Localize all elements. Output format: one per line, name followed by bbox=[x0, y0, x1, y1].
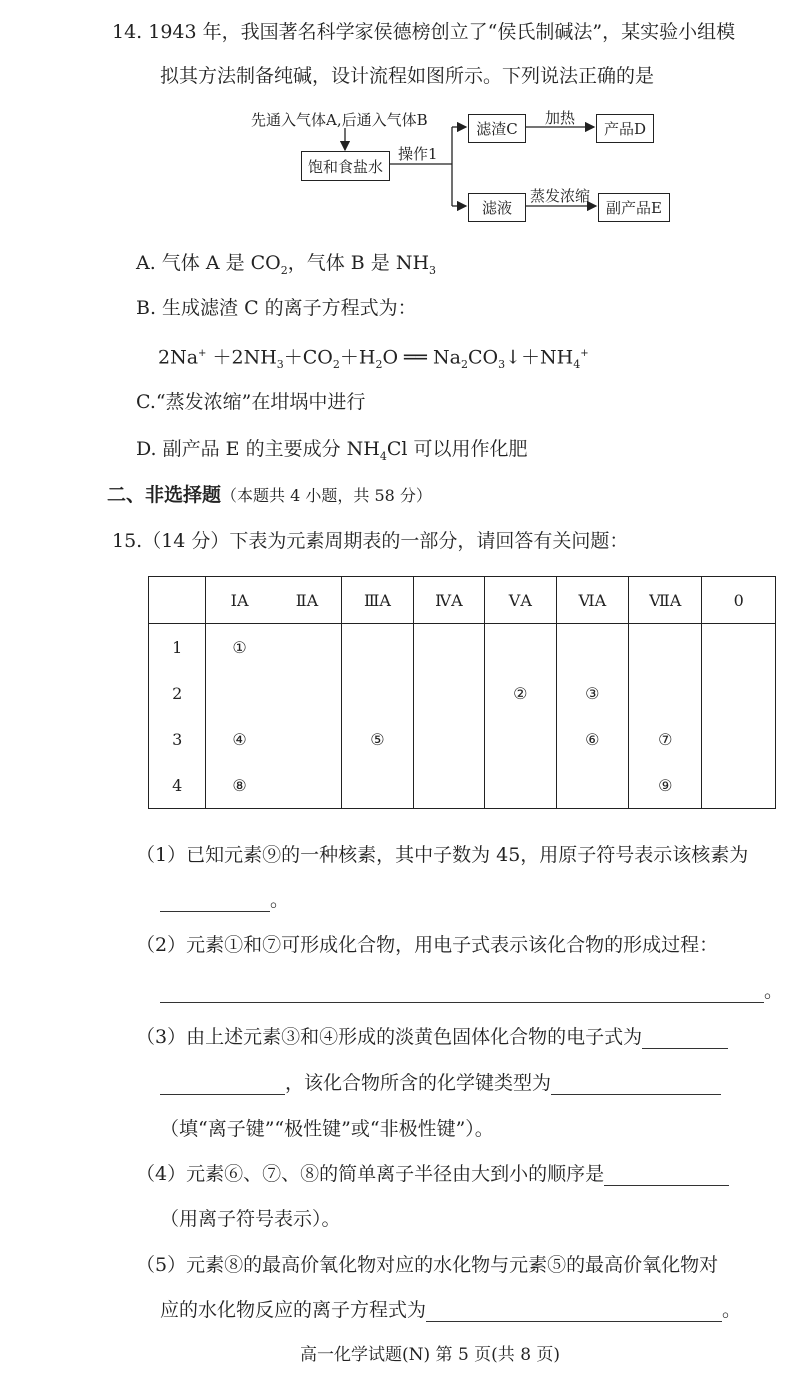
option-b: B. 生成滤渣 C 的离子方程式为： bbox=[136, 297, 417, 319]
q15-sub4-line1: （4）元素⑥、⑦、⑧的简单离子半径由大到小的顺序是 bbox=[136, 1162, 729, 1186]
box-saturated-brine: 饱和食盐水 bbox=[301, 151, 390, 181]
table-cell bbox=[556, 624, 628, 671]
q15-sub2-line1: （2）元素①和⑦可形成化合物，用电子式表示该化合物的形成过程： bbox=[136, 934, 719, 956]
q15-sub2-line2: 。 bbox=[160, 979, 783, 1003]
table-cell: ⑤ bbox=[342, 716, 413, 762]
table-cell bbox=[702, 716, 776, 762]
table-cell bbox=[413, 624, 484, 671]
table-cell: 1 bbox=[149, 624, 206, 671]
option-a: A. 气体 A 是 $CO_2$，气体 B 是 $NH_3$ bbox=[136, 252, 437, 277]
box-filtrate: 滤液 bbox=[468, 193, 526, 222]
table-cell bbox=[342, 624, 413, 671]
table-cell bbox=[629, 670, 702, 716]
q15-intro: 15.（14 分）下表为元素周期表的一部分，请回答有关问题： bbox=[112, 530, 629, 552]
table-cell bbox=[273, 716, 342, 762]
table-cell bbox=[413, 670, 484, 716]
table-cell bbox=[413, 716, 484, 762]
table-cell bbox=[556, 762, 628, 809]
table-header: ⅦA bbox=[629, 577, 702, 624]
option-c: C.“蒸发浓缩”在坩埚中进行 bbox=[136, 391, 366, 413]
table-cell bbox=[273, 762, 342, 809]
table-header: ⅢA bbox=[342, 577, 413, 624]
answer-blank-3c[interactable] bbox=[551, 1076, 721, 1095]
table-cell: ⑦ bbox=[629, 716, 702, 762]
table-cell bbox=[702, 762, 776, 809]
table-cell: ⑧ bbox=[206, 762, 273, 809]
table-cell bbox=[485, 624, 556, 671]
q15-sub3-line3: （填“离子键”“极性键”或“非极性键”）。 bbox=[160, 1118, 494, 1140]
box-residue-c: 滤渣C bbox=[468, 114, 526, 143]
label-heat: 加热 bbox=[545, 109, 576, 127]
label-evaporate: 蒸发浓缩 bbox=[530, 187, 591, 205]
table-header: ⅣA bbox=[413, 577, 484, 624]
table-cell bbox=[342, 762, 413, 809]
table-cell bbox=[702, 624, 776, 671]
table-cell bbox=[629, 624, 702, 671]
table-cell bbox=[273, 624, 342, 671]
q15-sub1-line2: 。 bbox=[160, 888, 289, 912]
table-cell: ③ bbox=[556, 670, 628, 716]
periodic-table bbox=[148, 576, 776, 809]
table-cell bbox=[413, 762, 484, 809]
answer-blank-4[interactable] bbox=[604, 1167, 729, 1186]
q14-line1: 14. 1943 年，我国著名科学家侯德榜创立了“侯氏制碱法”，某实验小组模 bbox=[112, 21, 736, 43]
table-header: ⅥA bbox=[556, 577, 628, 624]
table-header bbox=[149, 577, 206, 624]
table-header: ⅤA bbox=[485, 577, 556, 624]
section-2-heading: 二、非选择题（本题共 4 小题，共 58 分） bbox=[107, 484, 432, 506]
table-cell bbox=[702, 670, 776, 716]
answer-blank-1[interactable] bbox=[160, 893, 270, 912]
q15-sub3-line2: ，该化合物所含的化学键类型为 bbox=[160, 1071, 721, 1095]
table-cell bbox=[342, 670, 413, 716]
box-product-d: 产品D bbox=[596, 114, 654, 143]
table-cell: ⑥ bbox=[556, 716, 628, 762]
box-byproduct-e: 副产品E bbox=[598, 193, 670, 222]
answer-blank-3a[interactable] bbox=[642, 1030, 728, 1049]
q15-sub4-line2: （用离子符号表示）。 bbox=[160, 1208, 341, 1230]
table-cell bbox=[206, 670, 273, 716]
diagram-arrows bbox=[0, 0, 800, 240]
table-cell: ⑨ bbox=[629, 762, 702, 809]
answer-blank-3b[interactable] bbox=[160, 1076, 285, 1095]
page-footer: 高一化学试题(N) 第 5 页(共 8 页) bbox=[300, 1345, 561, 1365]
table-header-row bbox=[149, 577, 776, 624]
table-cell: 2 bbox=[149, 670, 206, 716]
q15-sub5-line2: 应的水化物反应的离子方程式为 。 bbox=[160, 1299, 742, 1321]
table-cell bbox=[485, 716, 556, 762]
table-cell: ② bbox=[485, 670, 556, 716]
table-cell: ④ bbox=[206, 716, 273, 762]
option-d: D. 副产品 E 的主要成分 $NH_4Cl$ 可以用作化肥 bbox=[136, 438, 528, 463]
q15-sub1-line1: （1）已知元素⑨的一种核素，其中子数为 45，用原子符号表示该核素为 bbox=[136, 844, 749, 866]
q14-line2: 拟其方法制备纯碱，设计流程如图所示。下列说法正确的是 bbox=[160, 65, 655, 87]
ionic-equation: $2Na^+ +2NH_3+CO_2+H_2O$ ══ $Na_2CO_3↓+NH_4^+$ bbox=[158, 346, 589, 372]
diagram-top-note: 先通入气体A,后通入气体B bbox=[251, 111, 428, 129]
q15-sub3-line1: （3）由上述元素③和④形成的淡黄色固体化合物的电子式为 bbox=[136, 1025, 728, 1049]
table-cell bbox=[273, 670, 342, 716]
table-header: ⅡA bbox=[273, 577, 342, 624]
table-cell: ① bbox=[206, 624, 273, 671]
table-header: 0 bbox=[702, 577, 776, 624]
table-cell: 3 bbox=[149, 716, 206, 762]
table-header: ⅠA bbox=[206, 577, 273, 624]
table-cell bbox=[485, 762, 556, 809]
answer-blank-5[interactable] bbox=[426, 1303, 722, 1322]
q15-sub5-line1: （5）元素⑧的最高价氧化物对应的水化物与元素⑤的最高价氧化物对 bbox=[136, 1254, 719, 1276]
table-cell: 4 bbox=[149, 762, 206, 809]
label-operation-1: 操作1 bbox=[398, 145, 438, 163]
answer-blank-2[interactable] bbox=[160, 984, 764, 1003]
